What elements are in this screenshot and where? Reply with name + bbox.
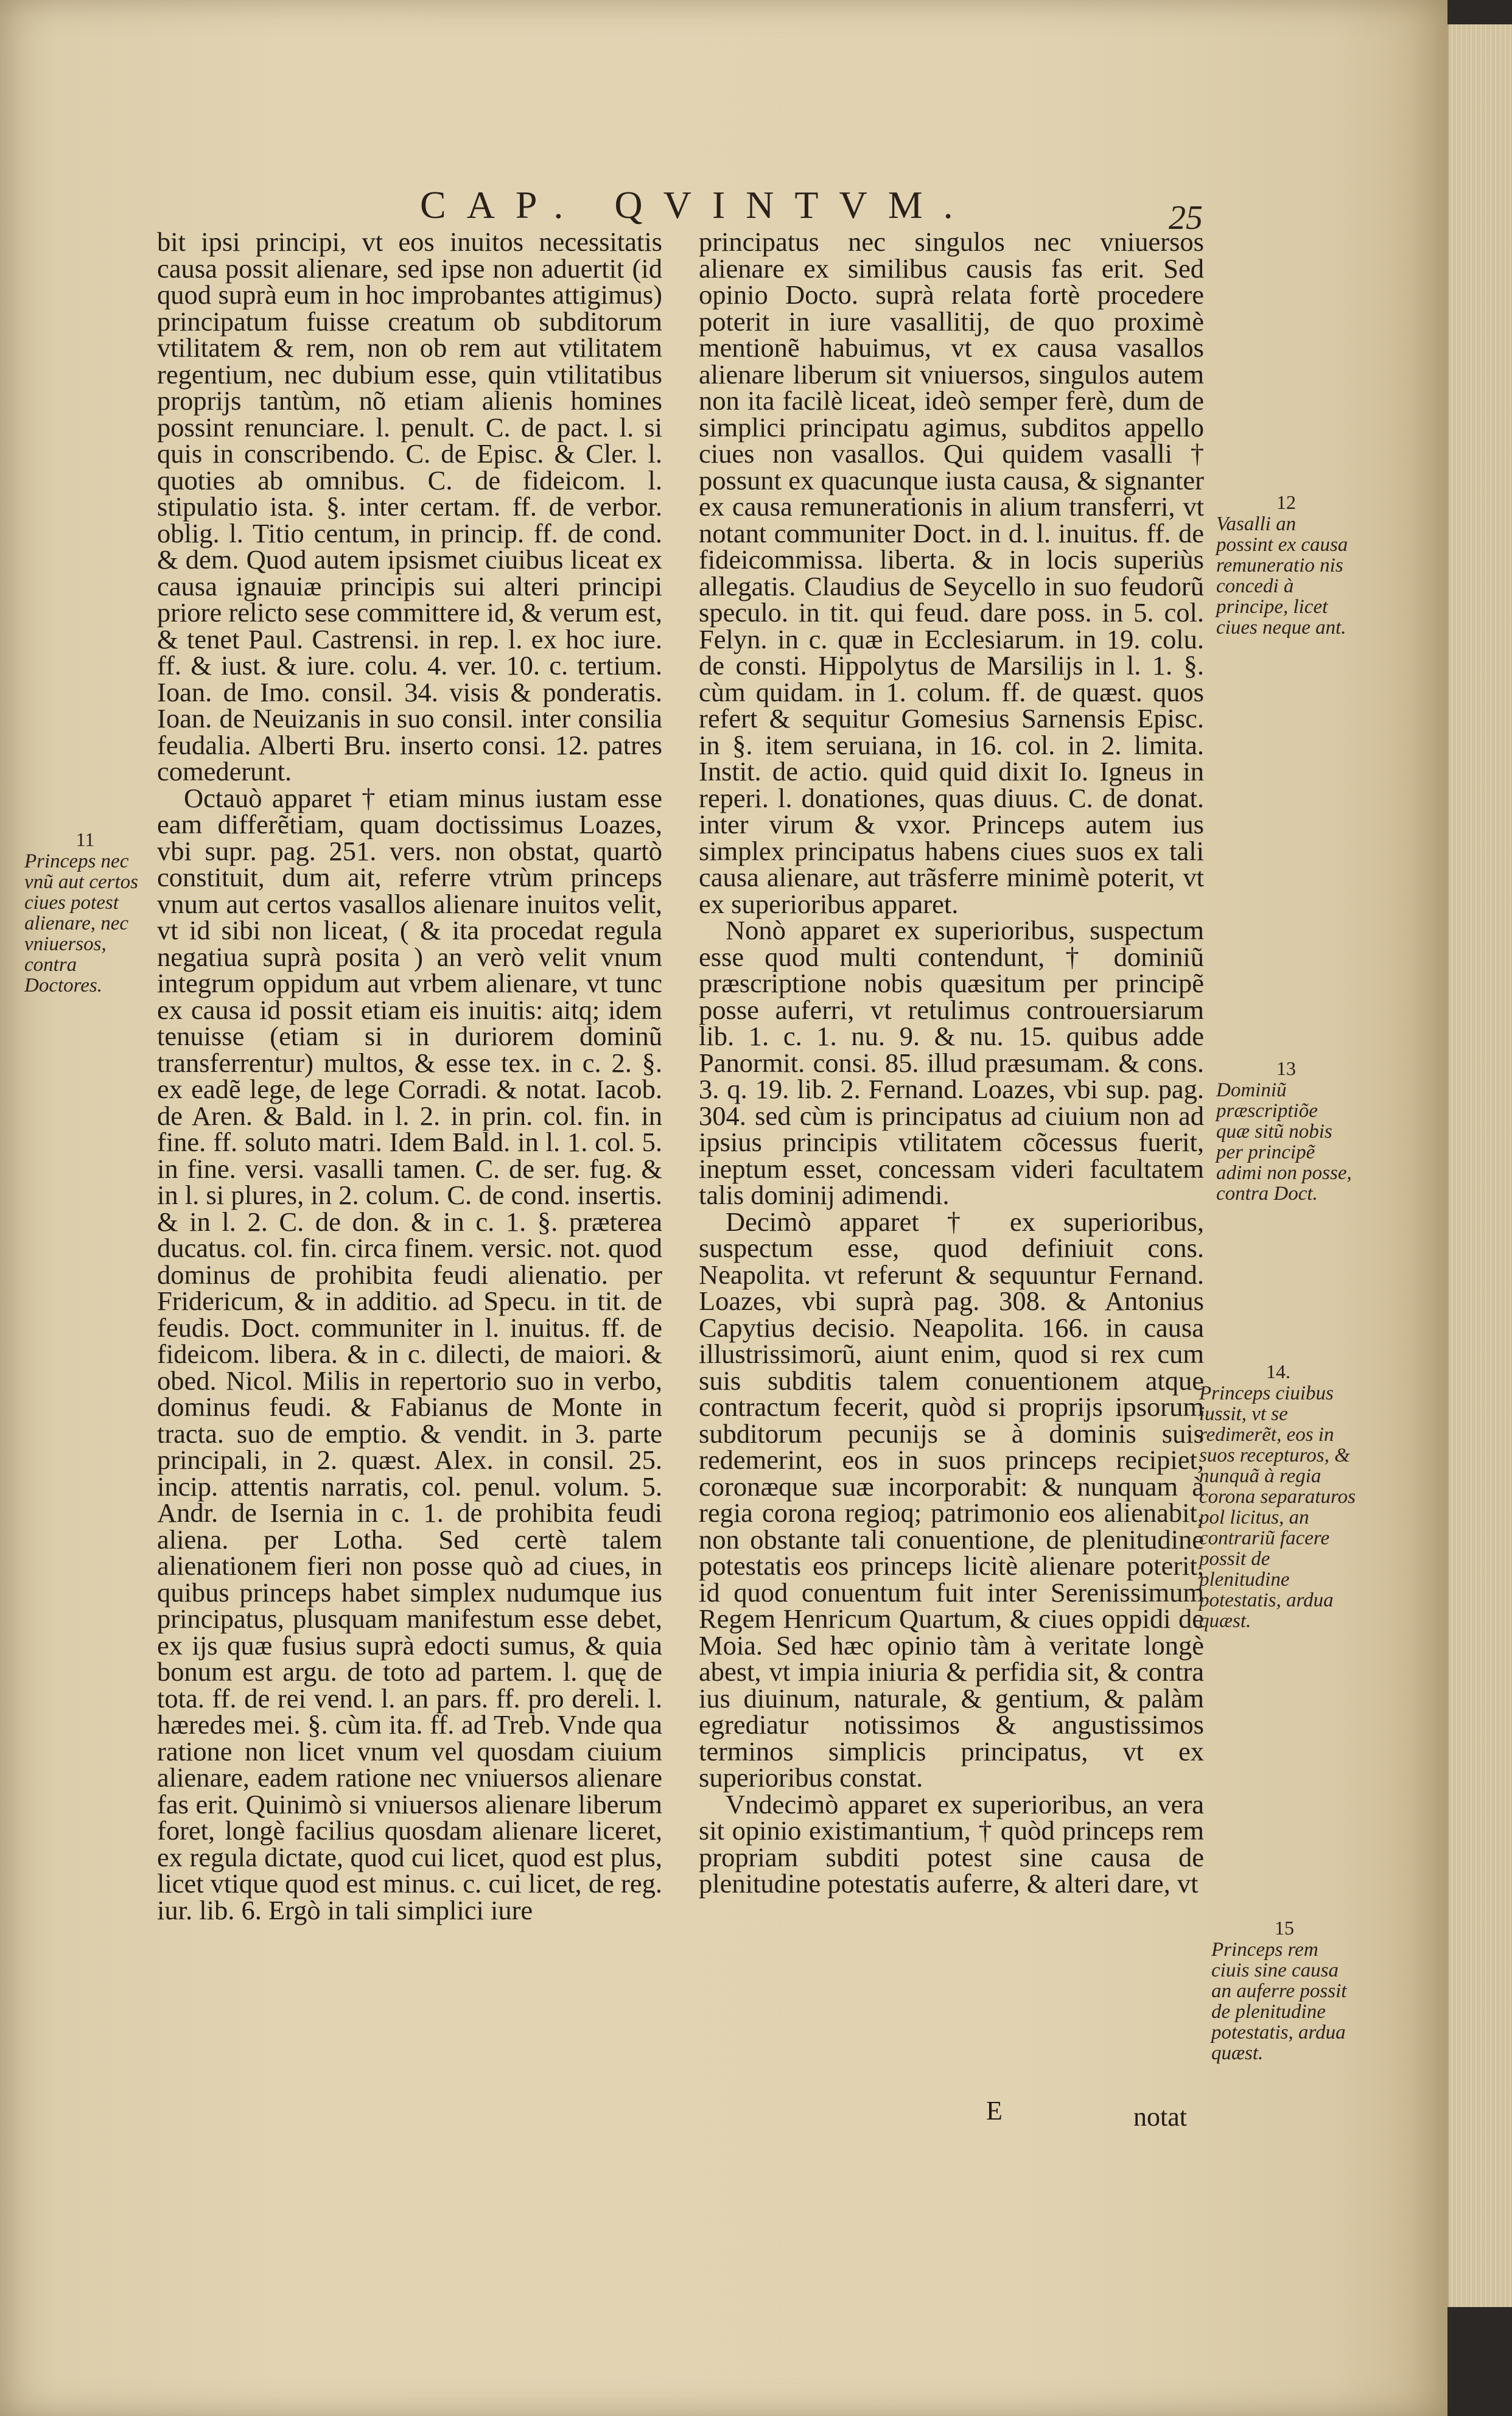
margin-note-number: 12 <box>1276 491 1296 513</box>
page-fore-edge <box>1447 24 1512 2307</box>
margin-note-12 <box>1216 492 1356 638</box>
right-paragraph-1: principatus nec singulos nec vniuersos alienare ex similibus causis fas erit. Sed opinio Docto. suprà relata fortè procedere poterit in iure vasallitij, de quo proximè mentionẽ habuimus, vt ex causa vasallos alienare liberum sit vniuersos, singulos autem non ita facilè liceat, ideò semper ferè, dum de simplici principatu agimus, subditos appello ciues non vasallos. Qui quidem vasalli † possunt ex quacunque iusta causa, & signanter ex causa remunerationis in alium transferri, vt notant communiter Doct. in d. l. inuitus. ff. de fideicommissa. liberta. & in locis superiùs allegatis. Claudius de Seycello in suo feudorũ speculo. in tit. qui feud. dare poss. in 5. col. Felyn. in c. quæ in Ecclesiarum. in 19. colu. de consti. Hippolytus de Marsilijs in l. 1. §. cùm quidam. in 1. colum. ff. de quæst. quos refert & sequitur Gomesius Sarnensis Episc. in §. item seruiana, in 16. col. in 2. limita. Instit. de actio. quid quid dixit Io. Igneus in reperi. l. donationes, quas diuus. C. de donat. inter virum & vxor. Princeps autem ius simplex principatus habens ciues suos ex tali causa alienare, aut trãsferre minimè poterit, vt ex superioribus apparet. <box>699 226 1204 919</box>
margin-note-number: 14. <box>1266 1360 1290 1382</box>
right-column <box>699 226 1204 1899</box>
margin-note-text: Princeps ciuibus iussit, vt se redimerẽt, eos in suos recepturos, & nunquã à regia corona separaturos pol licitus, an contrariũ facere possit de plenitudine potestatis, ardua quæst. <box>1199 1382 1356 1632</box>
page-header <box>0 183 1447 237</box>
right-paragraph-2: Nonò apparet ex superioribus, suspectum esse quod multi contendunt, † dominiũ præscriptione nobis quæsitum per principẽ posse auferri, vt retulimus controuersiarum lib. 1. c. 1. nu. 9. & nu. 15. quibus adde Panormit. consi. 85. illud præsumam. & cons. 3. q. 19. lib. 2. Fernand. Loazes, vbi sup. pag. 304. sed cùm is principatus ad ciuium non ad ipsius principis vtilitatem cõcessus fuerit, ineptum esset, concessam videri facultatem talis dominij adimendi. <box>699 915 1204 1210</box>
margin-note-15 <box>1211 1917 1357 2064</box>
right-paragraph-4: Vndecimò apparet ex superioribus, an vera sit opinio existimantium, † quòd princeps rem propriam subditi potest sine causa de plenitudine potestatis auferre, & alteri dare, vt <box>699 1788 1204 1899</box>
margin-note-text: Dominiũ præscriptiõe quæ sitũ nobis per principẽ adimi non posse, contra Doct. <box>1216 1079 1352 1205</box>
folio-number: 25 <box>1169 199 1203 237</box>
margin-note-text: Vasalli an possint ex causa remuneratio nis concedi à principe, licet ciues neque ant. <box>1216 513 1348 639</box>
catchword: notat <box>1133 2102 1187 2132</box>
margin-note-number: 15 <box>1275 1917 1294 1939</box>
margin-note-14 <box>1199 1361 1357 1631</box>
running-head: CAP. QVINTVM. <box>420 183 974 226</box>
left-paragraph-1: bit ipsi principi, vt eos inuitos necessitatis causa possit alienare, sed ipse non aduertit (id quod suprà eum in hoc improbantes attigimus) principatum fuisse creatum ob subditorum vtilitatem & rem, non ob rem aut vtilitatem regentium, nec dubium esse, quin vtilitatibus proprijs tantùm, nõ etiam alienis homines possint renunciare. l. penult. C. de pact. l. si quis in conscribendo. C. de Episc. & Cler. l. quoties ab omnibus. C. de fideicom. l. stipulatio ista. §. inter certam. ff. de verbor. oblig. l. Titio centum, in princip. ff. de cond. & dem. Quod autem ipsismet ciuibus liceat ex causa ignauiæ principis sui alteri principi priore relicto sese committere id, & verum est, & tenet Paul. Castrensi. in rep. l. ex hoc iure. ff. & iust. & iure. colu. 4. ver. 10. c. tertium. Ioan. de Imo. consil. 34. visis & ponderatis. Ioan. de Neuizanis in suo consil. inter consilia feudalia. Alberti Bru. inserto consi. 12. patres comederunt. <box>157 226 662 786</box>
margin-note-text: Princeps rem ciuis sine causa an auferre possit de plenitudine potestatis, ardua quæst. <box>1211 1939 1347 2064</box>
margin-note-11 <box>24 829 146 996</box>
right-paragraph-3: Decimò apparet † ex superioribus, suspectum esse, quod definiuit cons. Neapolita. vt referunt & sequuntur Fernand. Loazes, vbi suprà pag. 308. & Antonius Capytius decisio. Neapolita. 166. in causa illustrissimorũ, aiunt enim, quod si rex cum suis subditis talem conuentionem atque contractum fecerit, quòd si proprijs ipsorum subditorum pecunijs se à dominis suis redemerint, eos in suos princeps recipiet, coronæque suæ incorporabit: & nunquam à regia corona regioq; patrimonio eos alienabit, non obstante tali conuentione, de plenitudine potestatis eos princeps licitè alienare poterit, id quod conuentum fuit inter Serenissimum Regem Henricum Quartum, & ciues oppidi de Moia. Sed hæc opinio tàm à veritate longè abest, vt impia iniuria & perfidia sit, & contra ius diuinum, naturale, & gentium, & palàm egrediatur notissimos & angustissimos terminos simplicis principatus, vt ex superioribus constat. <box>699 1206 1204 1793</box>
signature-mark: E <box>986 2096 1003 2126</box>
margin-note-text: Princeps nec vnũ aut certos ciues potest alienare, nec vniuersos, contra Doctores. <box>24 850 138 996</box>
left-column <box>157 226 662 1925</box>
margin-note-13 <box>1216 1058 1356 1204</box>
left-paragraph-2: Octauò apparet † etiam minus iustam esse eam differẽtiam, quam doctissimus Loazes, vbi supr. pag. 251. vers. non obstat, quartò constituit, dum ait, referre vtrùm princeps vnum aut certos vasallos alienare inuitos velit, vt id sibi non liceat, ( & ita procedat regula negatiua suprà posita ) an verò velit vnum integrum oppidum aut vrbem alienare, vt tunc ex causa id possit etiam eis inuitis: aitq; idem tenuisse (etiam si in duriorem dominũ transferrentur) multos, & esse tex. in c. 2. §. ex eadẽ lege, de lege Corradi. & notat. Iacob. de Aren. & Bald. in l. 2. in prin. col. fin. in fine. ff. soluto matri. Idem Bald. in l. 1. col. 5. in fine. versi. vasalli tamen. C. de ser. fug. & in l. si plures, in 2. colum. C. de cond. insertis. & in l. 2. C. de don. & in c. 1. §. præterea ducatus. col. fin. circa finem. versic. not. quod dominus de prohibita feudi alienatio. per Fridericum, & in additio. ad Specu. in tit. de feudis. Doct. communiter in l. inuitus. ff. de fideicom. libera. & in c. dilecti, de maiori. & obed. Nicol. Milis in repertorio suo in verbo, dominus feudi. & Fabianus de Monte in tracta. suo de emptio. & vendit. in 3. parte principali, in 2. quæst. Alex. in consil. 25. incip. attentis narratis, col. penul. volum. 5. Andr. de Isernia in c. 1. de prohibita feudi aliena. per Lotha. Sed certè talem alienationem fieri non posse quò ad ciues, in quibus princeps habet simplex nudumque ius principatus, plusquam manifestum esse debet, ex ijs quæ fusius suprà edocti sumus, & quia bonum est argu. de toto ad partem. l. quę de tota. ff. de rei vend. l. an pars. ff. pro dereli. l. hæredes mei. §. cùm ita. ff. ad Treb. Vnde qua ratione non licet vnum vel quosdam ciuium alienare, eadem ratione nec vniuersos alienare fas erit. Quinimò si vniuersos alienare liberum foret, longè facilius quosdam alienare liceret, ex regula dictate, quod cui licet, quod est plus, licet vtique quod est minus. c. cui licet, de reg. iur. lib. 6. Ergò in tali simplici iure <box>157 782 662 1925</box>
margin-note-number: 11 <box>75 828 95 850</box>
margin-note-number: 13 <box>1276 1057 1296 1079</box>
